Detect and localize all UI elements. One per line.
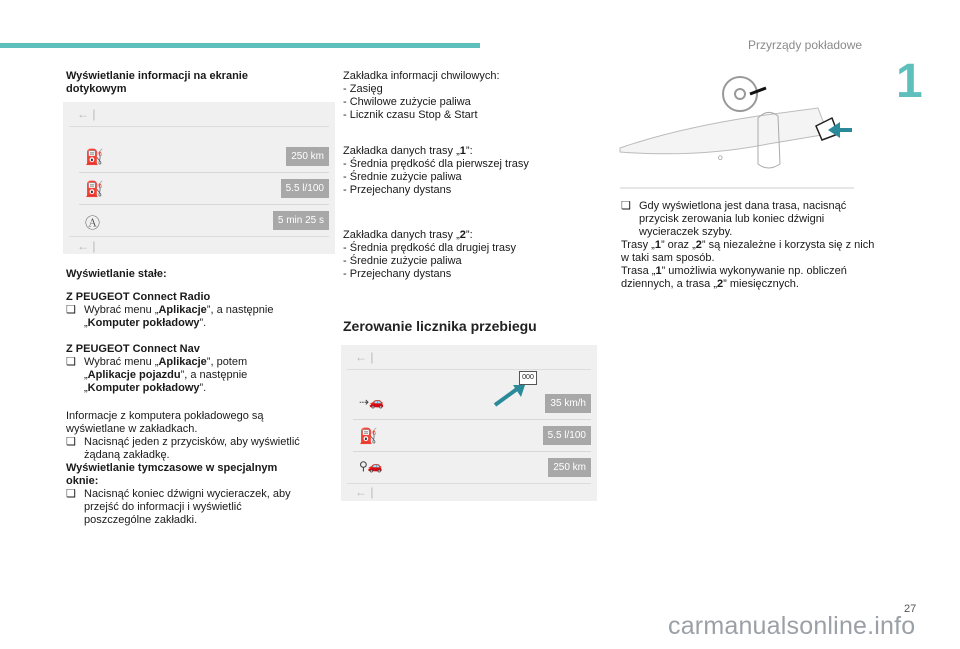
consumption-value: 5.5 l/100	[543, 426, 591, 445]
trip2-tab-info: Zakładka danych trasy „2”: - Średnia prędkość dla drugiej trasy - Średnie zużycie paliwa - Przejechany dystans	[343, 229, 517, 280]
page-number: 27	[904, 603, 917, 615]
permanent-display-title: Wyświetlanie stałe:	[66, 268, 167, 280]
range-row	[79, 142, 329, 173]
instant-tab-info: Zakładka informacji chwilowych: - Zasięg - Chwilowe zużycie paliwa - Licznik czasu Stop & Start	[343, 70, 500, 121]
trip-computer-screen-2	[341, 345, 597, 501]
avg-speed-row	[353, 389, 591, 420]
tabs-info: Informacje z komputera pokładowego są wyświetlane w zakładkach. ❑ Nacisnąć jeden z przycisków, aby wyświetlić żądaną zakładkę. Wyświetlanie tymczasowe w specjalnym oknie: ❑ Nacisnąć koniec dźwigni wycieraczek, aby przejść do informacji i wyświetlić poszczególne zakładki.	[66, 410, 300, 526]
trip-computer-screen-1	[63, 102, 335, 254]
header-accent-bar	[0, 43, 480, 48]
back-arrow-icon: ← |	[77, 107, 96, 121]
reset-instructions: ❑ Gdy wyświetlona jest dana trasa, nacisnąć przycisk zerowania lub koniec dźwigni wycieraczek szyby. Trasy „1” oraz „2” są niezależne i korzysta się z nich w taki sam sposób. Trasa „1” umożliwia wykonywanie np. obliczeń dziennych, a trasa „2” miesięcznych.	[621, 200, 875, 290]
svg-text:O: O	[718, 155, 723, 162]
avg-speed-value: 35 km/h	[545, 394, 591, 413]
watermark: carmanualsonline.info	[668, 612, 916, 640]
back-arrow-icon: ← |	[355, 485, 374, 499]
fuel-range-icon: ⛽	[85, 149, 104, 166]
section-title: Przyrządy pokładowe	[748, 38, 863, 52]
distance-row	[353, 453, 591, 484]
stop-start-icon: Ⓐ	[85, 215, 101, 232]
radio-instructions: Z PEUGEOT Connect Radio ❑ Wybrać menu „Aplikacje”, a następnie „Komputer pokładowy”.	[66, 291, 274, 329]
average-speed-icon: ⇢🚗	[359, 395, 384, 409]
consumption-value: 5.5 l/100	[281, 179, 329, 198]
wiper-stalk-illustration	[618, 68, 858, 190]
reset-button[interactable]: 000	[519, 371, 537, 385]
distance-value: 250 km	[548, 458, 591, 477]
consumption-row	[353, 421, 591, 452]
stop-start-row	[79, 206, 329, 237]
touchscreen-title: Wyświetlanie informacji na ekranie dotykowym	[66, 70, 248, 95]
chapter-number: 1	[896, 55, 923, 108]
range-value: 250 km	[286, 147, 329, 166]
nav-instructions: Z PEUGEOT Connect Nav ❑ Wybrać menu „Aplikacje”, potem „Aplikacje pojazdu”, a następnie „Komputer pokładowy”.	[66, 343, 248, 394]
fuel-consumption-icon: ⛽	[85, 181, 104, 198]
fuel-consumption-icon: ⛽	[359, 428, 378, 445]
trip1-tab-info: Zakładka danych trasy „1”: - Średnia prędkość dla pierwszej trasy - Średnie zużycie paliwa - Przejechany dystans	[343, 145, 529, 196]
stop-start-value: 5 min 25 s	[273, 211, 329, 230]
distance-icon: ⚲🚗	[359, 459, 383, 473]
consumption-row	[79, 174, 329, 205]
back-arrow-icon: ← |	[77, 239, 96, 253]
reset-heading: Zerowanie licznika przebiegu	[343, 318, 537, 334]
back-arrow-icon: ← |	[355, 350, 374, 364]
